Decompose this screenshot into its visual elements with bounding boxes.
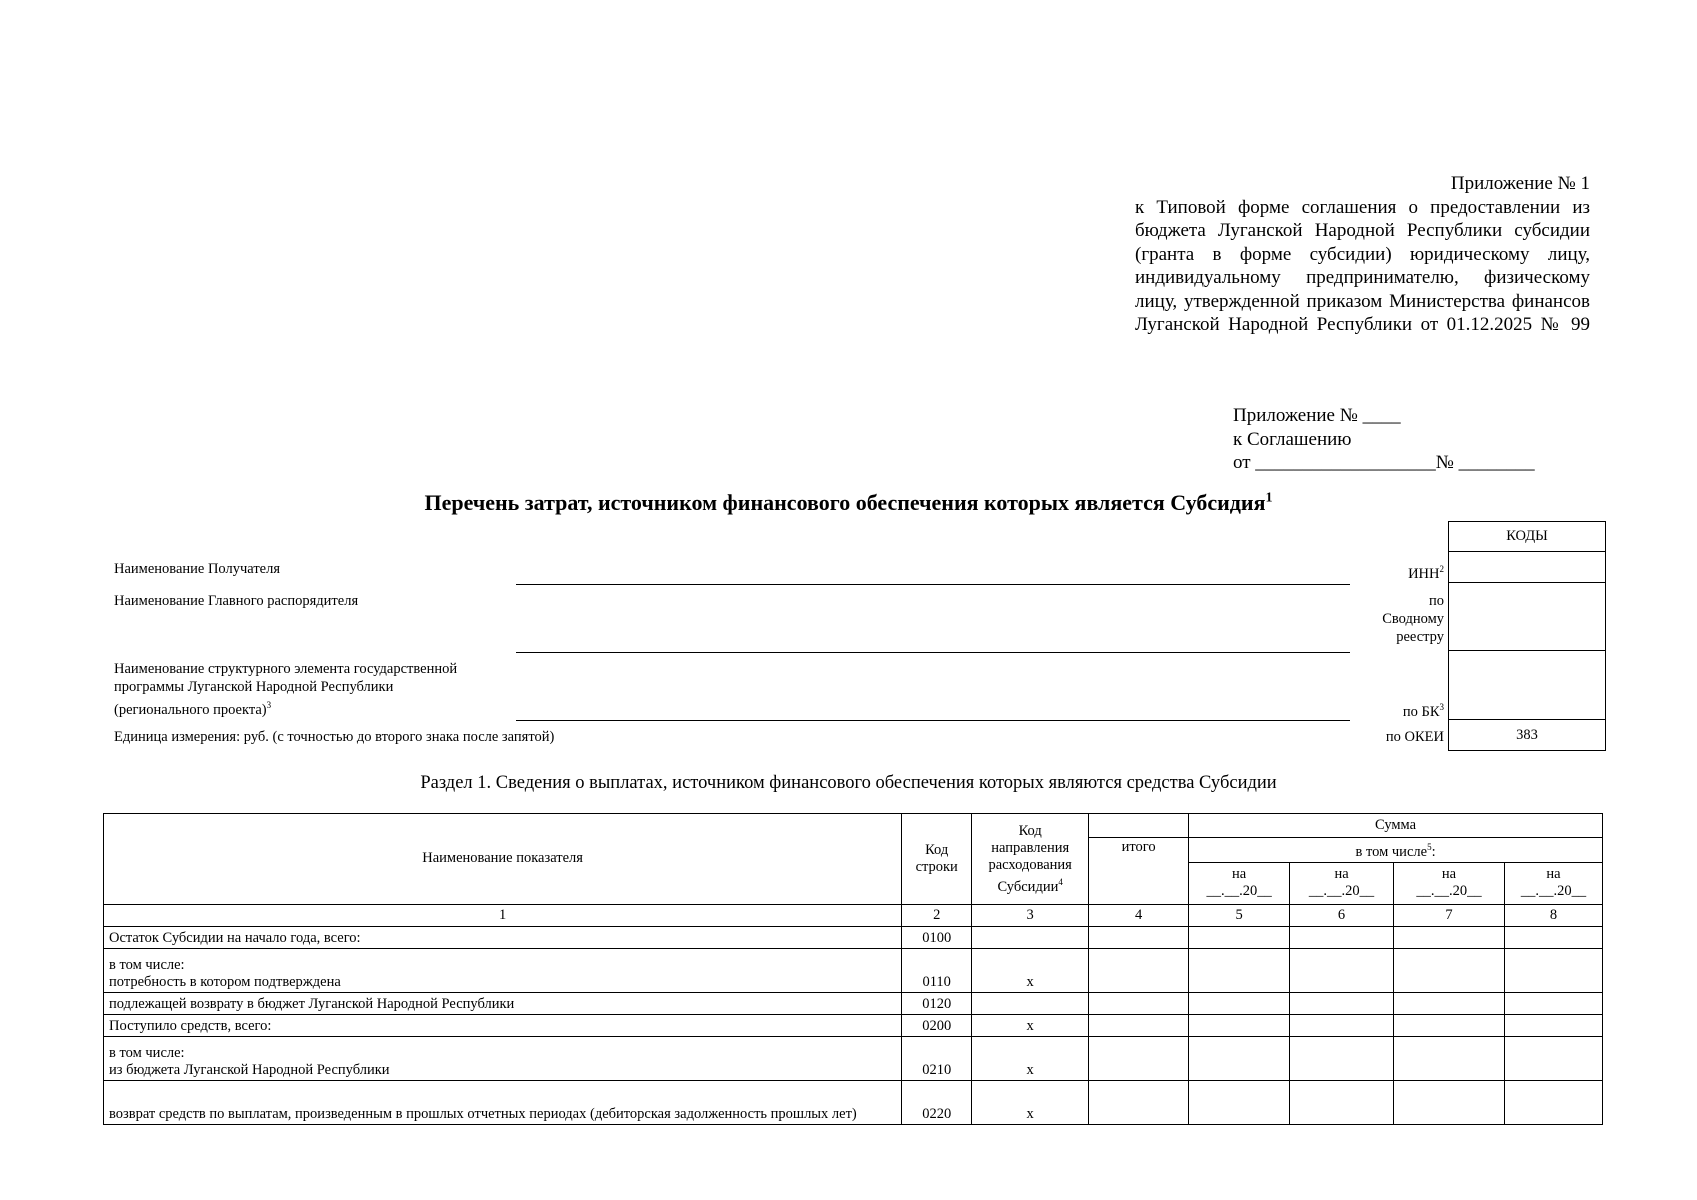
col-number-6: 6	[1290, 904, 1394, 926]
registry-label-1: по	[1428, 593, 1444, 609]
row-name-line: в том числе:	[109, 956, 185, 973]
row-direction: x	[972, 1036, 1089, 1080]
title-footnote: 1	[1265, 490, 1273, 506]
annex-line-1: Приложение № ____	[1233, 405, 1401, 426]
col-number-5: 5	[1189, 904, 1290, 926]
col-including-text: в том числе	[1355, 843, 1428, 860]
row-name	[104, 1014, 902, 1036]
inn-cell[interactable]	[1449, 552, 1606, 583]
col-date-7-bottom: __.__.20__	[1416, 883, 1482, 900]
col-number-7: 7	[1394, 904, 1505, 926]
annex-block	[1233, 404, 1535, 475]
col-dir-4-text: Субсидии	[997, 878, 1059, 895]
row-name-line: Поступило средств, всего:	[109, 1017, 272, 1034]
col-dir-4	[977, 874, 1083, 896]
row-name-line: возврат средств по выплатам, произведенным в прошлых отчетных периодах (дебиторская задолженность прошлых лет)	[109, 1105, 857, 1122]
row-value-cell[interactable]	[1089, 992, 1189, 1014]
table-row	[104, 1080, 1603, 1124]
codes-table	[1448, 521, 1606, 751]
row-code: 0220	[902, 1080, 972, 1124]
structural-footnote: 3	[266, 700, 272, 710]
col-empty-top	[1089, 814, 1189, 838]
col-number-3: 3	[972, 904, 1089, 926]
row-value-cell[interactable]	[1394, 926, 1505, 948]
recipient-label: Наименование Получателя	[114, 561, 281, 577]
row-value-cell[interactable]	[1189, 948, 1290, 992]
col-code-2: строки	[915, 858, 958, 875]
col-dir-3: расходования	[988, 856, 1072, 873]
row-code: 0210	[902, 1036, 972, 1080]
row-direction: x	[972, 948, 1089, 992]
row-name	[104, 1036, 902, 1080]
row-name-line: в том числе:	[109, 1044, 185, 1061]
row-code: 0100	[902, 926, 972, 948]
row-value-cell[interactable]	[1290, 926, 1394, 948]
annex-line-3: от ___________________№ ________	[1233, 452, 1535, 473]
col-total-header: итого	[1089, 838, 1189, 905]
row-value-cell[interactable]	[1290, 1036, 1394, 1080]
row-direction: x	[972, 1080, 1089, 1124]
approval-text	[1135, 196, 1590, 337]
document-title	[0, 490, 1697, 516]
registry-label	[1360, 592, 1444, 646]
row-value-cell[interactable]	[1089, 1080, 1189, 1124]
row-value-cell[interactable]	[1394, 992, 1505, 1014]
approval-block	[1135, 172, 1590, 337]
row-name-line: потребность в котором подтверждена	[109, 973, 341, 990]
structural-element-label	[114, 660, 457, 719]
structural-line-1: Наименование структурного элемента государственной	[114, 661, 458, 677]
row-name	[104, 926, 902, 948]
main-manager-label: Наименование Главного распорядителя	[114, 593, 359, 609]
col-code-header	[902, 814, 972, 905]
row-value-cell[interactable]	[1290, 992, 1394, 1014]
bk-cell[interactable]	[1449, 651, 1606, 720]
row-value-cell[interactable]	[1089, 948, 1189, 992]
row-name	[104, 992, 902, 1014]
table-row	[104, 1036, 1603, 1080]
row-name	[104, 948, 902, 992]
inn-footnote: 2	[1439, 564, 1444, 574]
row-direction	[972, 926, 1089, 948]
row-name-line: подлежащей возврату в бюджет Луганской Народной Республики	[109, 995, 515, 1012]
inn-label	[1360, 560, 1444, 583]
col-including-suffix: :	[1431, 843, 1436, 860]
col-dir-1: Код	[1018, 822, 1042, 839]
table-row	[104, 992, 1603, 1014]
col-date-6	[1290, 862, 1394, 904]
col-number-4: 4	[1089, 904, 1189, 926]
row-value-cell[interactable]	[1089, 926, 1189, 948]
col-name-header: Наименование показателя	[104, 814, 902, 905]
col-date-6-bottom: __.__.20__	[1308, 883, 1375, 900]
row-name-line: из бюджета Луганской Народной Республики	[109, 1061, 390, 1078]
table-row	[104, 948, 1603, 992]
row-name	[104, 1080, 902, 1124]
col-code-1: Код	[925, 841, 949, 858]
row-value-cell[interactable]	[1394, 1036, 1505, 1080]
col-number-1: 1	[104, 904, 902, 926]
row-value-cell[interactable]	[1394, 1080, 1505, 1124]
col-date-7	[1394, 862, 1505, 904]
bk-label-text: по БК	[1402, 703, 1440, 720]
structural-line-3	[114, 696, 457, 719]
col-date-8-bottom: __.__.20__	[1520, 883, 1587, 900]
inn-label-text: ИНН	[1408, 565, 1440, 582]
col-date-8-top: на	[1546, 866, 1561, 883]
registry-label-2: Сводному	[1382, 611, 1444, 627]
col-including-footnote: 5	[1427, 842, 1432, 852]
okei-label: по ОКЕИ	[1385, 729, 1444, 745]
row-value-cell[interactable]	[1504, 1080, 1602, 1124]
col-date-5	[1189, 862, 1290, 904]
row-value-cell[interactable]	[1394, 948, 1505, 992]
row-value-cell[interactable]	[1089, 1014, 1189, 1036]
row-value-cell[interactable]	[1504, 1014, 1602, 1036]
row-name-line: Остаток Субсидии на начало года, всего:	[109, 929, 361, 946]
row-direction	[972, 992, 1089, 1014]
row-code: 0110	[902, 948, 972, 992]
col-date-7-top: на	[1441, 866, 1457, 883]
col-date-5-bottom: __.__.20__	[1206, 883, 1272, 900]
row-value-cell[interactable]	[1189, 1036, 1290, 1080]
row-value-cell[interactable]	[1189, 1014, 1290, 1036]
structural-line-2: программы Луганской Народной Республики	[114, 679, 394, 695]
row-value-cell[interactable]	[1394, 1014, 1505, 1036]
row-value-cell[interactable]	[1189, 1080, 1290, 1124]
bk-footnote: 3	[1439, 702, 1444, 712]
table-row	[104, 926, 1603, 948]
unit-label: Единица измерения: руб. (с точностью до второго знака после запятой)	[114, 729, 555, 745]
row-value-cell[interactable]	[1290, 1014, 1394, 1036]
document-title-text: Перечень затрат, источником финансового обеспечения которых является Субсидия	[424, 490, 1266, 515]
row-value-cell[interactable]	[1089, 1036, 1189, 1080]
row-code: 0200	[902, 1014, 972, 1036]
okei-cell: 383	[1449, 720, 1606, 751]
main-manager-line	[516, 652, 1350, 653]
row-value-cell[interactable]	[1290, 1080, 1394, 1124]
bk-label	[1360, 698, 1444, 721]
row-value-cell[interactable]	[1504, 948, 1602, 992]
structural-line-3-text: (регионального проекта)	[114, 701, 267, 718]
row-value-cell[interactable]	[1290, 948, 1394, 992]
row-value-cell[interactable]	[1504, 1036, 1602, 1080]
row-value-cell[interactable]	[1504, 992, 1602, 1014]
payments-table	[103, 813, 1603, 1125]
annex-line-2: к Соглашению	[1233, 428, 1352, 450]
recipient-line	[516, 584, 1350, 585]
approval-number: Приложение № 1	[1450, 173, 1590, 194]
col-sum-header: Сумма	[1189, 814, 1603, 838]
table-row	[104, 1014, 1603, 1036]
col-date-8	[1504, 862, 1602, 904]
col-direction-header	[972, 814, 1089, 905]
col-dir-2: направления	[991, 839, 1070, 856]
col-including-header	[1189, 838, 1603, 863]
col-date-5-top: на	[1231, 866, 1247, 883]
codes-header: КОДЫ	[1449, 522, 1606, 552]
approval-text-content: к Типовой форме соглашения о предоставлении из бюджета Луганской Народной Республики субсидии (гранта в форме субсидии) юридическому лицу, индивидуальному предпринимателю, физическому лицу, утвержденной приказом Министерства финансов Луганской Народной Республики от 01.12.2025 № 99	[1135, 196, 1590, 335]
section-1-title: Раздел 1. Сведения о выплатах, источником финансового обеспечения которых являются средства Субсидии	[420, 773, 1277, 793]
table-body	[104, 926, 1603, 1124]
col-date-6-top: на	[1334, 866, 1349, 883]
col-number-8: 8	[1504, 904, 1602, 926]
registry-cell[interactable]	[1449, 583, 1606, 651]
col-dir-footnote: 4	[1058, 876, 1063, 887]
structural-element-line	[516, 720, 1350, 721]
row-value-cell[interactable]	[1189, 926, 1290, 948]
row-value-cell[interactable]	[1504, 926, 1602, 948]
row-direction: x	[972, 1014, 1089, 1036]
col-number-2: 2	[902, 904, 972, 926]
row-code: 0120	[902, 992, 972, 1014]
row-value-cell[interactable]	[1189, 992, 1290, 1014]
registry-label-3: реестру	[1396, 629, 1444, 645]
